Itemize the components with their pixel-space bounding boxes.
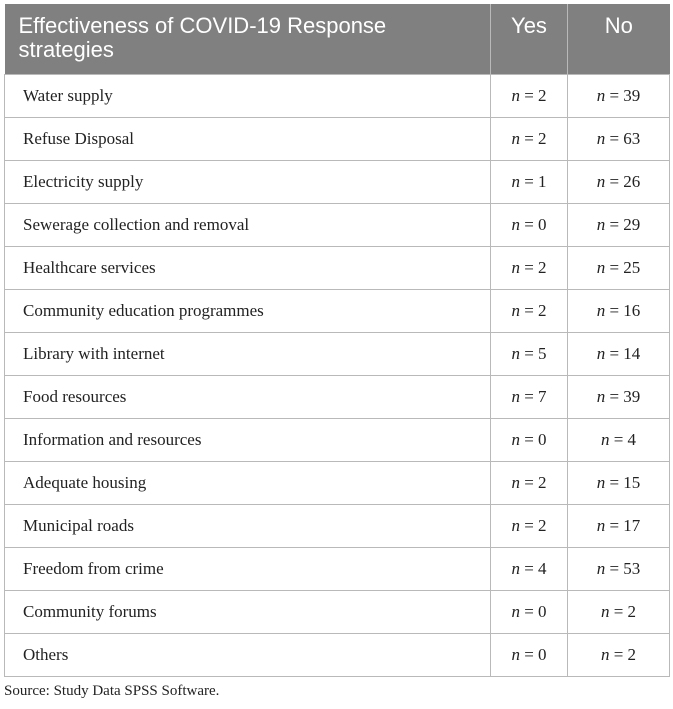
no-count: n = 63 [568,117,670,160]
no-count: n = 25 [568,246,670,289]
strategy-label: Refuse Disposal [5,117,491,160]
no-count: n = 2 [568,633,670,676]
strategy-label: Freedom from crime [5,547,491,590]
strategy-label: Community forums [5,590,491,633]
yes-count: n = 2 [491,461,568,504]
yes-count: n = 0 [491,418,568,461]
yes-count: n = 0 [491,590,568,633]
table-row [5,160,670,203]
no-count: n = 14 [568,332,670,375]
yes-count: n = 0 [491,203,568,246]
table-row [5,203,670,246]
table-container [4,4,669,677]
strategy-label: Electricity supply [5,160,491,203]
yes-count: n = 1 [491,160,568,203]
no-count: n = 15 [568,461,670,504]
yes-count: n = 2 [491,117,568,160]
strategy-label: Sewerage collection and removal [5,203,491,246]
no-count: n = 2 [568,590,670,633]
yes-count: n = 5 [491,332,568,375]
strategy-label: Library with internet [5,332,491,375]
yes-count: n = 7 [491,375,568,418]
yes-count: n = 0 [491,633,568,676]
table-row [5,590,670,633]
source-note: Source: Study Data SPSS Software. [4,683,220,699]
yes-count: n = 2 [491,74,568,117]
table-body [5,74,670,676]
header-strategy: Effectiveness of COVID-19 Response strategies [5,4,491,74]
strategy-label: Community education programmes [5,289,491,332]
no-count: n = 4 [568,418,670,461]
yes-count: n = 2 [491,504,568,547]
yes-count: n = 2 [491,289,568,332]
no-count: n = 16 [568,289,670,332]
no-count: n = 17 [568,504,670,547]
header-row [5,4,670,74]
table-row [5,418,670,461]
strategy-label: Food resources [5,375,491,418]
table-header [5,4,670,74]
yes-count: n = 4 [491,547,568,590]
response-strategies-table [4,4,670,677]
no-count: n = 29 [568,203,670,246]
table-row [5,332,670,375]
table-row [5,74,670,117]
header-yes: Yes [491,4,568,74]
no-count: n = 39 [568,74,670,117]
no-count: n = 39 [568,375,670,418]
strategy-label: Municipal roads [5,504,491,547]
table-row [5,375,670,418]
table-row [5,504,670,547]
table-row [5,461,670,504]
table-row [5,117,670,160]
table-row [5,547,670,590]
strategy-label: Healthcare services [5,246,491,289]
no-count: n = 53 [568,547,670,590]
header-no: No [568,4,670,74]
table-row [5,246,670,289]
no-count: n = 26 [568,160,670,203]
table-row [5,633,670,676]
yes-count: n = 2 [491,246,568,289]
table-row [5,289,670,332]
strategy-label: Information and resources [5,418,491,461]
strategy-label: Water supply [5,74,491,117]
strategy-label: Adequate housing [5,461,491,504]
strategy-label: Others [5,633,491,676]
